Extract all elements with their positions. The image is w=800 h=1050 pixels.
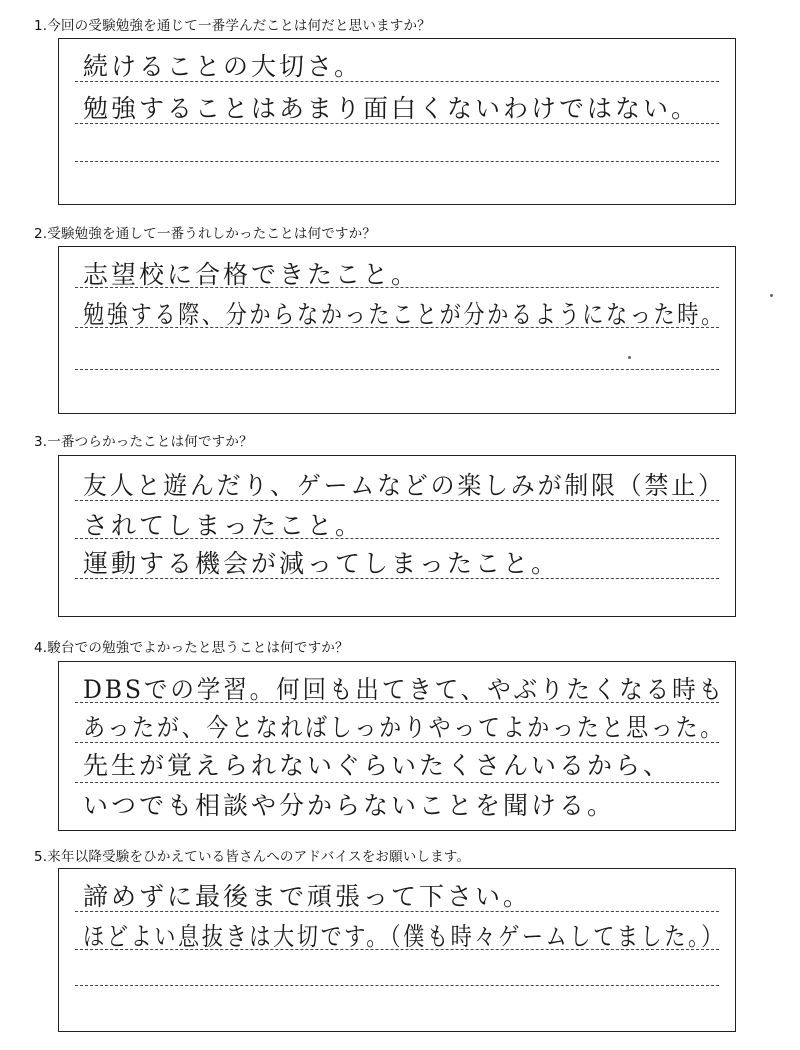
answer-4-line-4: いつでも相談や分からないことを聞ける。 (83, 791, 616, 820)
answer-3-line-2: されてしまったこと。 (83, 511, 364, 540)
answer-4-rule-2 (75, 742, 719, 743)
answer-box-4 (58, 661, 736, 831)
answer-3-rule-1 (75, 500, 719, 501)
answer-4-line-3: 先生が覚えられないぐらいたくさんいるから、 (83, 751, 672, 780)
answer-4-rule-3 (75, 782, 719, 783)
answer-1-line-2: 勉強することはあまり面白くないわけではない。 (83, 94, 700, 123)
answer-2-line-2: 勉強する際、分からなかったことが分かるようになった時。 (83, 300, 725, 329)
answer-3-rule-2 (75, 538, 719, 539)
answer-5-rule-1 (75, 911, 719, 912)
answer-box-2 (58, 246, 736, 414)
answer-2-rule-2 (75, 327, 719, 328)
answer-5-rule-2 (75, 949, 719, 950)
answer-1-line-1: 続けることの大切さ。 (83, 52, 363, 81)
answer-4-line-1: DBSでの学習。何回も出てきて、やぶりたくなる時も (83, 675, 725, 704)
answer-box-3 (58, 455, 736, 617)
answer-3-line-1: 友人と遊んだり、ゲームなどの楽しみが制限（禁止） (83, 471, 725, 500)
answer-5-rule-3 (75, 985, 719, 986)
answer-4-line-2: あったが、今となればしっかりやってよかったと思った。 (83, 713, 725, 742)
scan-speck (770, 294, 773, 297)
answer-5-line-1: 諦めずに最後まで頑張って下さい。 (83, 882, 532, 911)
question-1-title: 1.今回の受験勉強を通じて一番学んだことは何だと思いますか？ (34, 18, 431, 34)
scan-speck (628, 356, 631, 359)
answer-box-1 (58, 38, 736, 205)
question-5-title: 5.来年以降受験をひかえている皆さんへのアドバイスをお願いします。 (34, 849, 471, 865)
answer-2-line-1: 志望校に合格できたこと。 (83, 260, 420, 289)
answer-1-rule-3 (75, 161, 719, 162)
answer-box-5 (58, 868, 736, 1032)
answer-5-line-2: ほどよい息抜きは大切です。（僕も時々ゲームしてました。） (83, 922, 725, 951)
question-2-title: 2.受験勉強を通して一番うれしかったことは何ですか？ (34, 226, 377, 242)
answer-3-rule-3 (75, 578, 719, 579)
answer-1-rule-1 (75, 81, 719, 82)
answer-3-line-3: 運動する機会が減ってしまったこと。 (83, 549, 560, 578)
answer-2-rule-1 (75, 287, 719, 288)
question-4-title: 4.駿台での勉強でよかったと思うことは何ですか？ (34, 640, 349, 656)
answer-1-rule-2 (75, 123, 719, 124)
question-3-title: 3.一番つらかったことは何ですか？ (34, 434, 253, 450)
answer-4-rule-1 (75, 702, 719, 703)
answer-2-rule-3 (75, 369, 719, 370)
